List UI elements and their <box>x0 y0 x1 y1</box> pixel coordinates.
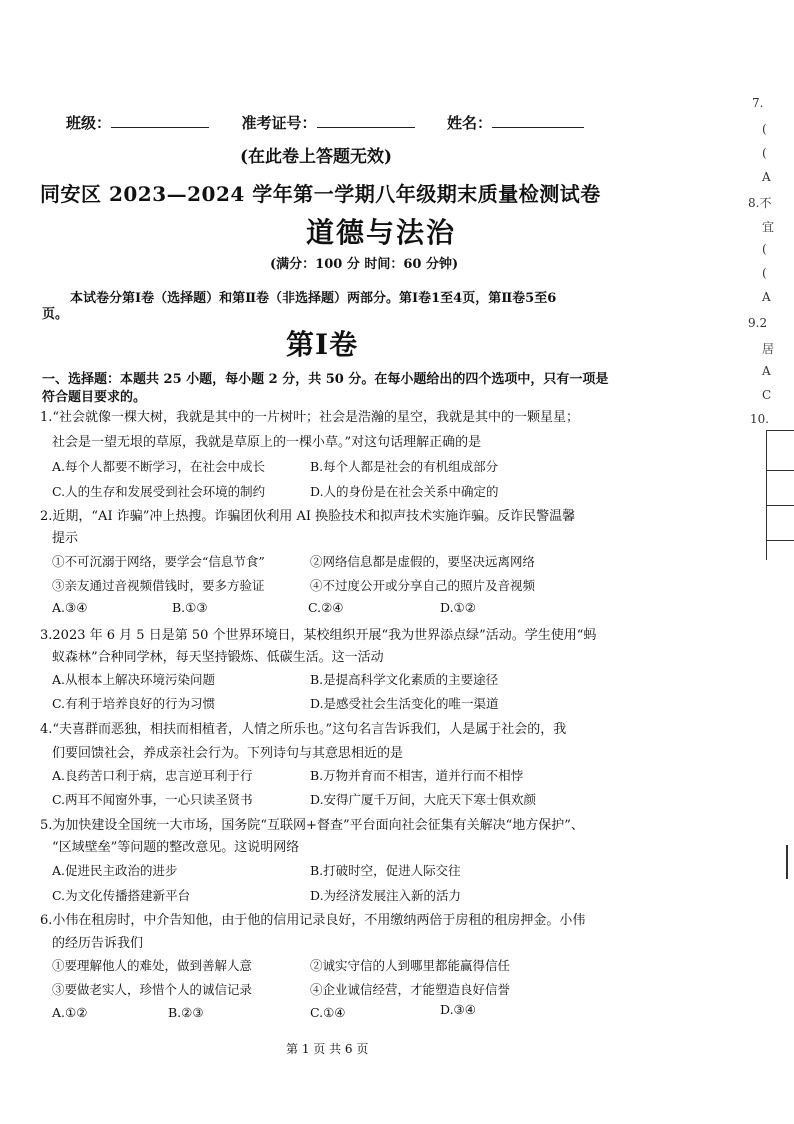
question-4-stem-line2: 们要回馈社会，养成亲社会行为。下列诗句与其意思相近的是 <box>52 746 404 761</box>
question-6-stem-line1: 6.小伟在租房时，中介告知他，由于他的信用记录良好，不用缴纳两倍于房租的租房押金。小伟 <box>40 913 586 928</box>
question-2-statement-1: ①不可沉溺于网络，要学会“信息节食” <box>52 554 265 569</box>
question-3-option-d: D.是感受社会生活变化的唯一渠道 <box>310 696 499 711</box>
edge-text-9: A <box>762 290 771 304</box>
class-label: 班级： <box>66 114 112 132</box>
question-3-option-b: B.是提高科学文化素质的主要途径 <box>310 672 499 687</box>
subject-title: 道德与法治 <box>306 216 457 249</box>
invalid-notice: (在此卷上答题无效) <box>240 147 393 167</box>
edge-text-10: 9.2 <box>748 316 768 330</box>
class-blank <box>111 113 209 128</box>
question-6-statement-3: ③要做老实人，珍惜个人的诚信记录 <box>52 982 253 997</box>
edge-text-5: 8.不 <box>748 196 772 210</box>
edge-text-3: ( <box>762 146 767 160</box>
question-1-stem-line2: 社会是一望无垠的草原，我就是草原上的一棵小草。”对这句话理解正确的是 <box>52 435 482 450</box>
section-instruction-2: 符合题目要求的。 <box>42 390 147 405</box>
question-1-option-d: D.人的身份是在社会关系中确定的 <box>310 484 499 499</box>
edge-table-rule <box>766 470 794 471</box>
question-1-option-b: B.每个人都是社会的有机组成部分 <box>310 459 499 474</box>
question-2-option-d: D.①② <box>440 600 476 615</box>
question-6-statement-1: ①要理解他人的难处，做到善解人意 <box>52 958 253 973</box>
question-6-option-a: A.①② <box>52 1005 88 1020</box>
question-5-option-d: D.为经济发展注入新的活力 <box>310 888 462 903</box>
question-1-option-c: C.人的生存和发展受到社会环境的制约 <box>52 484 266 499</box>
question-2-statement-4: ④不过度公开或分享自己的照片及音视频 <box>310 578 536 593</box>
question-3-option-a: A.从根本上解决环境污染问题 <box>52 672 216 687</box>
edge-text-12: A <box>762 364 771 378</box>
edge-table-rule <box>766 430 794 431</box>
edge-table-rule <box>766 505 794 506</box>
question-6-option-c: C.①④ <box>310 1005 346 1020</box>
question-4-option-b: B.万物并育而不相害，道并行而不相悖 <box>310 768 524 783</box>
question-3-stem-line2: 蚁森林”合种同学林，每天坚持锻炼、低碳生活。这一活动 <box>52 650 384 665</box>
edge-text-14: 10. <box>750 412 770 426</box>
exam-title: 同安区 2023—2024 学年第一学期八年级期末质量检测试卷 <box>40 182 601 206</box>
question-1-option-a: A.每个人都要不断学习，在社会中成长 <box>52 459 266 474</box>
edge-text-11: 居 <box>762 342 775 356</box>
question-6-option-b: B.②③ <box>168 1005 204 1020</box>
question-6-option-d: D.③④ <box>440 1002 476 1017</box>
edge-table-rule <box>766 540 794 541</box>
page-footer: 第 1 页 共 6 页 <box>286 1042 369 1056</box>
question-6-statement-2: ②诚实守信的人到哪里都能赢得信任 <box>310 958 511 973</box>
intro-line-1: 本试卷分第Ⅰ卷（选择题）和第Ⅱ卷（非选择题）两部分。第Ⅰ卷1至4页，第Ⅱ卷5至6 <box>70 291 557 306</box>
edge-text-7: ( <box>762 242 767 256</box>
volume-title: 第Ⅰ卷 <box>286 328 359 361</box>
intro-line-2: 页。 <box>42 307 69 322</box>
name-blank <box>492 113 584 128</box>
question-5-option-a: A.促进民主政治的进步 <box>52 863 178 878</box>
question-2-stem-line1: 2.近期，“AI 诈骗”冲上热搜。诈骗团伙利用 AI 换脸技术和拟声技术实施诈骗。反诈民警温馨 <box>40 509 576 524</box>
question-2-option-c: C.②④ <box>308 600 344 615</box>
question-2-statement-2: ②网络信息都是虚假的，要坚决远离网络 <box>310 554 536 569</box>
edge-text-6: 宜 <box>762 220 775 234</box>
question-1-stem-line1: 1.“社会就像一棵大树，我就是其中的一片树叶；社会是浩瀚的星空，我就是其中的一颗星星； <box>40 410 580 425</box>
question-5-stem-line1: 5.为加快建设全国统一大市场，国务院“互联网+督查”平台面向社会征集有关解决“地方保护”、 <box>40 818 584 833</box>
question-5-option-b: B.打破时空，促进人际交往 <box>310 863 461 878</box>
header-fields <box>66 112 584 133</box>
question-4-stem-line1: 4.“夫喜群而恶独，相扶而相植者，人情之所乐也。”这句名言告诉我们，人是属于社会的，我 <box>40 722 567 737</box>
question-2-statement-3: ③亲友通过音视频借钱时，要多方验证 <box>52 578 265 593</box>
question-3-stem-line1: 3.2023 年 6 月 5 日是第 50 个世界环境日，某校组织开展“我为世界添点绿”活动。学生使用“蚂 <box>40 628 597 643</box>
question-5-option-c: C.为文化传播搭建新平台 <box>52 888 191 903</box>
edge-mark <box>786 845 788 879</box>
question-4-option-d: D.安得广厦千万间，大庇天下寒士俱欢颜 <box>310 792 537 807</box>
question-5-stem-line2: “区域壁垒”等问题的整改意见。这说明网络 <box>52 840 300 855</box>
edge-text-4: A <box>762 170 771 184</box>
section-instruction-1: 一、选择题：本题共 25 小题，每小题 2 分，共 50 分。在每小题给出的四个选项中，只有一项是 <box>42 372 609 387</box>
exam-no-label: 准考证号： <box>241 114 317 132</box>
edge-text-8: ( <box>762 266 767 280</box>
name-label: 姓名： <box>446 114 492 132</box>
edge-text-2: ( <box>762 122 767 136</box>
question-6-statement-4: ④企业诚信经营，才能塑造良好信誉 <box>310 982 511 997</box>
question-6-stem-line2: 的经历告诉我们 <box>52 936 144 951</box>
score-time: (满分：100 分 时间：60 分钟) <box>270 257 459 272</box>
edge-text-1: 7. <box>752 96 764 110</box>
question-3-option-c: C.有利于培养良好的行为习惯 <box>52 696 216 711</box>
question-2-option-a: A.③④ <box>52 600 88 615</box>
exam-no-blank <box>317 113 415 128</box>
question-2-stem-line2: 提示 <box>52 531 79 546</box>
question-4-option-c: C.两耳不闻窗外事，一心只读圣贤书 <box>52 792 253 807</box>
edge-text-13: C <box>762 388 772 402</box>
question-4-option-a: A.良药苦口利于病，忠言逆耳利于行 <box>52 768 253 783</box>
question-2-option-b: B.①③ <box>172 600 208 615</box>
